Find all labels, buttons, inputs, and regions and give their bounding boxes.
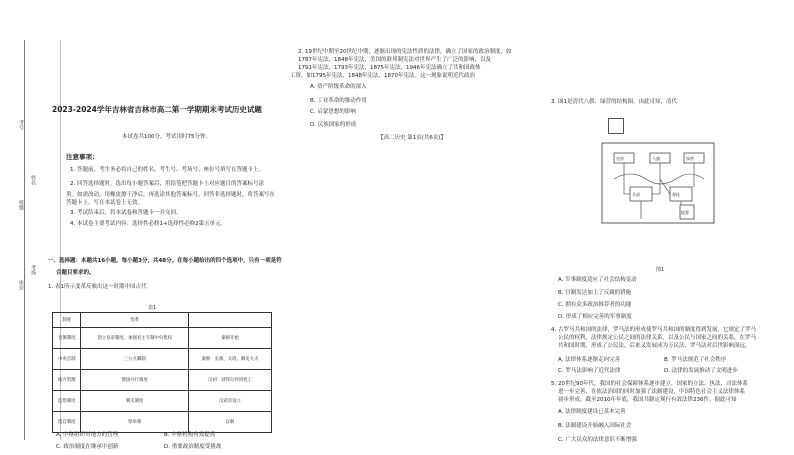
exam-subtitle: 本试卷共100分，考试用时75分钟。 xyxy=(122,134,211,140)
notice-line: 4. 本试卷主要考试内容：选择性必修1+选择性必修2第五单元。 xyxy=(70,221,227,227)
question-4: 4. 古罗马共和国的法律，罗马法的形成使罗马共和国的制度得到发展，它规定了罗马 xyxy=(551,327,756,333)
exam-title: 2023-2024学年吉林省吉林市高二第一学期期末考试历史试题 xyxy=(52,105,262,114)
table-row xyxy=(53,391,272,412)
q2-option-d: D. 民族国家的形成 xyxy=(310,122,357,128)
gutter-label: 班级 xyxy=(18,200,24,210)
q1-option-a: A. 中枢组织对地方的管理 xyxy=(56,432,119,438)
q3-option-d: D. 形成了相应完善的军事制度 xyxy=(558,314,632,320)
table-cell: 汉初：刘邦分封同姓王 xyxy=(188,370,271,391)
table-header-row xyxy=(53,313,272,328)
table-row xyxy=(53,370,272,391)
q3-option-b: B. 官制发达加上了反腐的措施 xyxy=(558,290,632,296)
notice-line: 黑。如需改动，用橡皮擦干净后，再选涂其他答案标号。回答非选择题时，将答案写在 xyxy=(66,192,276,198)
question-5: 初步形成。截至2010年年底，我国共制定现行有效法律236件。据此可知 xyxy=(558,397,737,403)
question-1: 1. 表1所示变革反映出这一时期中国古代 xyxy=(48,284,147,290)
table-header xyxy=(188,313,271,328)
q1-option-d: D. 重要政治制度受挑战 xyxy=(164,444,222,450)
structure-diagram xyxy=(600,139,718,239)
table-cell: 选官制度 xyxy=(53,412,81,433)
diagram-label: 皇帝 xyxy=(616,156,624,161)
q4-option-c: C. 罗马法影响了近代法律 xyxy=(558,368,621,374)
table-cell: 郡国并行制度 xyxy=(81,370,188,391)
table-header: 变革 xyxy=(81,313,188,328)
notice-line: 3. 考试结束后，将本试卷和答题卡一并交回。 xyxy=(70,210,182,216)
question-5: 进一步完善，在依法治国的同时加强了法制建设，中国特色社会主义法律体系 xyxy=(558,389,746,395)
q1-option-c: C. 政治制度在继承中创新 xyxy=(56,444,119,450)
q3-option-c: C. 拥有众多政治推荐者的功能 xyxy=(558,302,632,308)
question-2: 工资，如1795年宪法、1848年宪法、1870年宪法。这一现象说明近代政治 xyxy=(290,73,475,79)
notice-heading: 注意事项： xyxy=(66,153,99,161)
diagram-label: 兵部 xyxy=(632,192,640,197)
q4-option-b: B. 罗马法规范了社会秩序 xyxy=(664,357,727,363)
table-cell: 刺史制度 xyxy=(81,391,188,412)
table-cell: 三公九卿制 xyxy=(81,349,188,370)
diagram-label: 督抚 xyxy=(672,192,680,197)
question-4: 共和国时期，形成了公民法，后来又发展成为万民法，罗马法对后世影响深远。 xyxy=(558,343,751,349)
table-cell: 汉武帝设立 xyxy=(188,391,271,412)
data-table xyxy=(52,312,272,433)
notice-line: 答题卡上。写在本试卷上无效。 xyxy=(66,200,144,206)
table-row xyxy=(53,412,272,433)
table-cell: 官僚制度 xyxy=(53,328,81,349)
question-2: 2. 19世纪中期至20世纪中期，逐渐出现的宪法性质的法律，确立了国家的政治制度，如 xyxy=(298,49,512,55)
table-cell: 地方管理 xyxy=(53,370,81,391)
table-cell: 察举制 xyxy=(81,412,188,433)
diagram-label: 八旗 xyxy=(652,156,660,161)
diagram-label: 绿营 xyxy=(686,156,694,161)
gutter-label: 姓名 xyxy=(30,175,36,185)
table-row xyxy=(53,328,272,349)
table-caption: 表1 xyxy=(148,305,157,311)
section-intro: 一、选择题：本题共16小题，每小题3分，共48分。在每小题给出的四个选项中，只有一项是符 xyxy=(48,258,282,264)
q1-option-b: B. 中枢机构有效提高 xyxy=(164,432,216,438)
table-cell: 创立皇帝制度，加强君主专制中央集权 xyxy=(81,328,188,349)
gutter-label: 考场 xyxy=(30,265,36,275)
table-header: 制度 xyxy=(53,313,81,328)
figure-stamp-icon xyxy=(608,118,624,134)
table-cell: 秦朝：丞相、太尉、御史大夫 xyxy=(188,349,271,370)
q2-option-a: A. 资产阶级革命的深入 xyxy=(310,84,367,90)
question-4: 公民的权利，法律规定公民之间的法律关系，以及公民与国家之间的关系，在罗马 xyxy=(558,335,757,341)
q2-option-c: C. 启蒙思想的影响 xyxy=(310,109,356,115)
q2-option-b: B. 工业革命的推动作用 xyxy=(310,98,367,104)
question-2: 1787年宪法、1848年宪法，美国的联邦制宪法对世界产生了广泛的影响，以及 xyxy=(298,57,491,63)
gutter-label: 考号 xyxy=(18,120,24,130)
q5-option-a: A. 法律制度建设已基本完善 xyxy=(558,409,626,415)
table-row xyxy=(53,349,272,370)
section-intro: 合题目要求的。 xyxy=(56,270,95,276)
figure-caption: 图1 xyxy=(656,267,665,273)
table-cell: 秦朝开始 xyxy=(188,328,271,349)
q4-option-d: D. 法律的发展推动了文明进步 xyxy=(664,368,738,374)
question-5: 5. 20世纪90年代，我国的社会保障体系逐步建立，国家的立法、执法、司法体系 xyxy=(551,381,748,387)
table-cell: 汉朝 xyxy=(188,412,271,433)
gutter-label: 座位 xyxy=(18,280,24,290)
notice-line: 2. 回答选择题时，选出每小题答案后，用铅笔把答题卡上对应题目的答案标号涂 xyxy=(70,181,264,187)
table-cell: 中央官制 xyxy=(53,349,81,370)
q4-option-a: A. 法律体系逐渐走向完善 xyxy=(558,357,621,363)
q3-option-a: A. 军事制度适应了社会结构变动 xyxy=(558,277,637,283)
question-2: 1791年宪法、1793年宪法，1875年宪法、1946年宪法确立了共和国政体 xyxy=(298,65,481,71)
question-3: 3. 图1是清代八旗、绿营的结构图，由此可知，清代 xyxy=(551,99,677,105)
diagram-label: 提督 xyxy=(681,210,689,215)
notice-line: 1. 答题前，考生务必将自己的姓名、考生号、考场号、座位号填写在答题卡上。 xyxy=(70,167,264,173)
q5-option-b: B. 法制建设开始融入国际社会 xyxy=(558,423,632,429)
page-footer: 【高二历史 第1页(共6页)】 xyxy=(378,135,447,141)
table-cell: 监察制度 xyxy=(53,391,81,412)
binding-line xyxy=(24,40,25,440)
q5-option-c: C. 广大民众的法律意识不断增强 xyxy=(558,437,637,443)
